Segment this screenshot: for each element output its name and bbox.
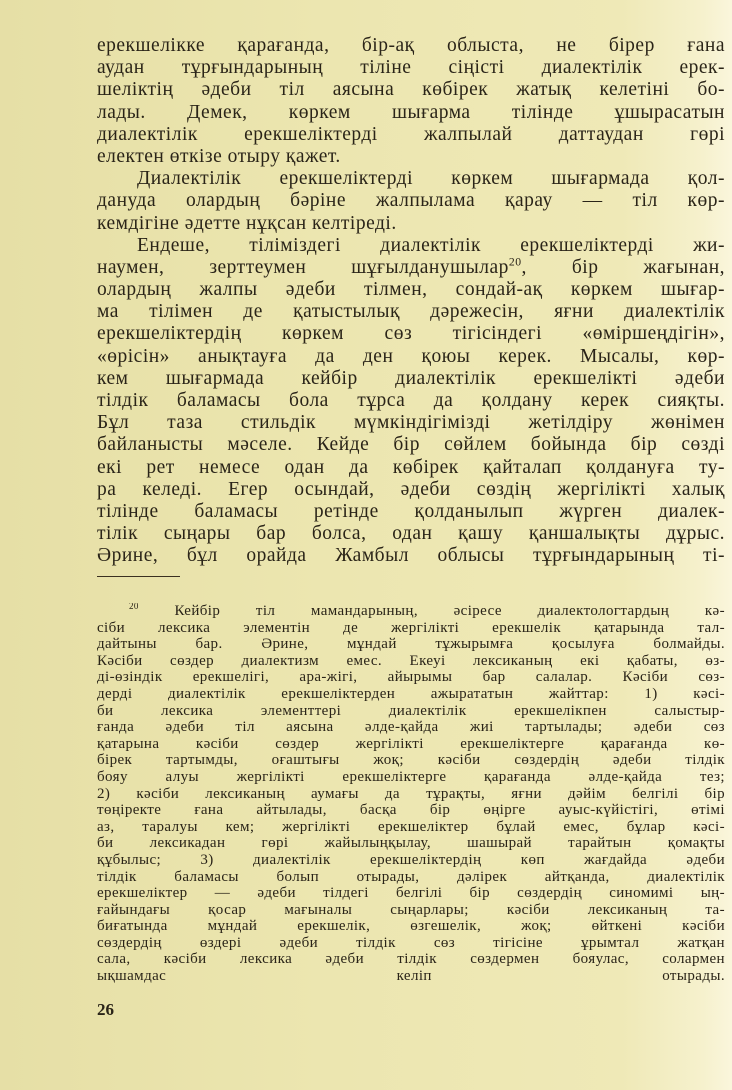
footnote-line: тілдік баламасы болып отырады, дәлірек айтқанда, диалектілік <box>97 868 725 885</box>
footnote-line: дайтыны бар. Әрине, мұндай тұжырымға қосылуға болмайды. <box>97 636 725 653</box>
footnote-line: ғайындағы қосар мағыналы сыңарлары; кәсіби лексиканың та- <box>97 901 725 918</box>
footnote-line: сала, кәсіби лексика әдеби тілдік сөздермен бояулас, солармен <box>97 951 725 968</box>
text-line: байланысты мәселе. Кейде бір сөйлем бойында бір сөзді <box>97 434 725 456</box>
footnote-number: 20 <box>129 603 139 611</box>
main-text <box>97 35 725 568</box>
footnote-line: ғанда әдеби тіл аясына әлде-қайда жиі тартылады; әдеби сөз <box>97 719 725 736</box>
text-line: тілдік баламасы бола тұрса да қолдану керек сияқты. <box>97 390 725 411</box>
footnote-line: бояу алуы жергілікті ерекшеліктерге қарағанда әлде-қайда тез; <box>97 768 725 785</box>
footnote-line: дерді диалектілік ерекшеліктерден ажырататын жайттар: 1) кәсі- <box>97 685 725 702</box>
footnote-line: Кәсіби сөздер диалектизм емес. Екеуі лексиканың екі қабаты, өз- <box>97 652 725 669</box>
footnote-line: би лексикадан гөрі жайылыңқылау, шашырай тарайтын қомақты <box>97 835 725 852</box>
footnote-line: ерекшеліктер — әдеби тілдегі белгілі бір сөздердің синомимі ың- <box>97 885 725 902</box>
text-line: лады. Демек, көркем шығарма тілінде ұшырасатын <box>97 101 725 123</box>
footnote-line: төңіректе ғана айтылады, басқа бір өңірге ауыс-күйістігі, өтімі <box>97 802 725 819</box>
text-line: диалектілік ерекшеліктерді жалпылай даттаудан гөрі <box>97 123 725 145</box>
text-span: , бір жағынан, <box>521 256 725 278</box>
text-line: Бұл таза стильдік мүмкіндігімізді жетілдіру жөнімен <box>97 412 725 434</box>
text-line: ерекшеліктердің көркем сөз тігісіндегі «өміршеңдігін», <box>97 323 725 345</box>
text-line: ма тілімен де қатыстылық дәрежесін, яғни диалектілік <box>97 301 725 323</box>
text-span: Кейбір тіл мамандарының, әсіресе диалектологтардың кә- <box>174 603 725 619</box>
text-line: екі рет немесе одан да көбірек қайталап қолдануға ту- <box>97 456 725 478</box>
footnote-line: биғатында мұндай ерекшелік, өзгешелік, жоқ; өйткені кәсіби <box>97 918 725 935</box>
footnote-line: би лексика элементтері диалектілік ерекшелікпен салыстыр- <box>97 702 725 719</box>
page-number: 26 <box>97 1000 114 1019</box>
footnote-reference[interactable]: 20 <box>508 256 522 269</box>
text-line: Әрине, бұл орайда Жамбыл облысы тұрғындарының ті- <box>97 545 725 567</box>
footnote-line: ді-өзіндік ерекшелігі, ара-жігі, айырымы бар салалар. Кәсіби сөз- <box>97 669 725 686</box>
footnote-line: сөздердің өздері әдеби тілдік сөз тігісіне ұрымтал жатқан <box>97 934 725 951</box>
footnote-line: сіби лексика элементін де жергілікті ерекшелік қатарында тал- <box>97 619 725 636</box>
text-line: ра келеді. Егер осындай, әдеби сөздің жергілікті халық <box>97 478 725 500</box>
footnote-line: қатарына кәсіби сөздер жергілікті ерекшеліктерге қарағанда кө- <box>97 735 725 752</box>
footnote-separator <box>97 576 180 577</box>
footnote-line: 2) кәсіби лексиканың аумағы да тұрақты, яғни дәйім белгілі бір <box>97 785 725 802</box>
footnote <box>97 603 725 985</box>
footnote-line: ықшамдас келіп отырады. <box>97 968 725 985</box>
text-line: Диалектілік ерекшеліктерді көркем шығармада қол- <box>137 168 725 190</box>
text-line: олардың жалпы әдеби тілмен, сондай-ақ көркем шығар- <box>97 279 725 301</box>
text-line: ерекшелікке қарағанда, бір-ақ облыста, не бірер ғана <box>97 35 725 56</box>
text-line: тілік сыңары бар болса, одан қашу қаншалықты дұрыс. <box>97 523 725 545</box>
text-line <box>97 257 725 279</box>
footnote-line: аз, таралуы кем; жергілікті ерекшеліктер бұлай емес, бұлар кәсі- <box>97 818 725 835</box>
text-line: тілінде баламасы ретінде қолданылып жүрген диалек- <box>97 500 725 522</box>
footnote-line: құбылыс; 3) диалектілік ерекшеліктердің көп жағдайда әдеби <box>97 851 725 868</box>
text-line: аудан тұрғындарының тіліне сіңісті диалектілік ерек- <box>97 57 725 79</box>
footnote-line <box>97 603 725 620</box>
text-span: наумен, зерттеумен шұғылданушылар <box>97 256 509 278</box>
text-line: «өрісін» анықтауға да ден қоюы керек. Мысалы, көр- <box>97 345 725 367</box>
text-line: Ендеше, тіліміздегі диалектілік ерекшеліктерді жи- <box>137 234 725 256</box>
footnote-line: бірек тартымды, оғаштығы жоқ; кәсіби сөздердің әдеби тілдік <box>97 752 725 769</box>
text-line: кем шығармада кейбір диалектілік ерекшелікті әдеби <box>97 367 725 389</box>
text-line: дануда олардың бәріне жалпылама қарау — тіл көр- <box>97 190 725 212</box>
text-line: електен өткізе отыру қажет. <box>97 145 341 167</box>
text-line: кемдігіне әдетте нұқсан келтіреді. <box>97 212 397 234</box>
text-line: шеліктің әдеби тіл аясына көбірек жатық келетіні бо- <box>97 79 725 101</box>
